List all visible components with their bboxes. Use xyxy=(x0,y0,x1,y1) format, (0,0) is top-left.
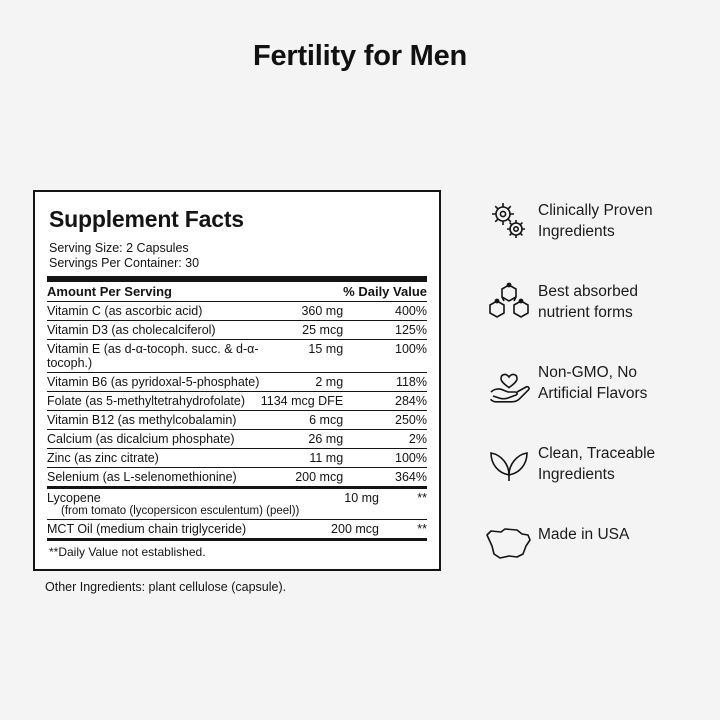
table-row xyxy=(47,340,427,373)
benefit-label xyxy=(538,520,629,545)
table-row xyxy=(47,449,427,468)
nutrient-dv: 118% xyxy=(343,373,427,392)
benefit-line-1: Clean, Traceable xyxy=(538,445,656,462)
other-ingredients: Other Ingredients: plant cellulose (capsule). xyxy=(45,580,287,594)
table-row xyxy=(47,430,427,449)
table-row xyxy=(47,373,427,392)
benefit-line-2: Artificial Flavors xyxy=(538,385,648,402)
benefit-line-1: Non-GMO, No xyxy=(538,364,638,381)
nutrient-name: Vitamin E (as d-α-tocoph. succ. & d-α-tocoph.) xyxy=(47,340,261,373)
table-row xyxy=(47,302,427,321)
nutrient-dv: 400% xyxy=(343,302,427,321)
nutrient-name: Zinc (as zinc citrate) xyxy=(47,449,261,468)
daily-value-footnote: **Daily Value not established. xyxy=(49,545,206,559)
nutrient-name: Vitamin C (as ascorbic acid) xyxy=(47,302,261,321)
nutrient-amount: 2 mg xyxy=(261,373,343,392)
serving-size: Serving Size: 2 Capsules xyxy=(49,241,189,255)
nutrient-source: (from tomato (lycopersicon esculentum) (peel)) xyxy=(61,505,300,517)
benefit-label xyxy=(538,196,653,242)
nutrient-dv: ** xyxy=(417,522,427,536)
nutrient-amount: 200 mcg xyxy=(331,522,379,536)
nutrient-dv: 364% xyxy=(395,470,427,484)
table-header-row xyxy=(47,282,427,302)
benefit-label xyxy=(538,358,647,404)
benefit-line-2: Ingredients xyxy=(538,223,615,240)
supplement-facts-panel xyxy=(33,190,441,571)
nutrient-name: MCT Oil (medium chain triglyceride) xyxy=(47,522,247,536)
benefit-line-1: Best absorbed xyxy=(538,283,638,300)
nutrient-dv: 2% xyxy=(343,430,427,449)
nutrient-name: Lycopene xyxy=(47,491,101,505)
leaf-icon xyxy=(480,439,538,485)
page-title: Fertility for Men xyxy=(252,40,468,72)
benefit-line-1: Clinically Proven xyxy=(538,202,653,219)
nutrient-amount: 10 mg xyxy=(326,489,379,520)
nutrient-amount: 360 mg xyxy=(261,302,343,321)
nutrient-amount: 6 mcg xyxy=(261,411,343,430)
nutrient-amount: 25 mcg xyxy=(261,321,343,340)
nutrient-dv: 100% xyxy=(343,340,427,373)
table-row xyxy=(47,411,427,430)
nutrient-name-block xyxy=(47,520,326,539)
benefit-label xyxy=(538,277,638,323)
molecule-icon xyxy=(480,277,538,323)
nutrient-name: Folate (as 5-methyltetrahydrofolate) xyxy=(47,392,261,411)
usa-map-icon xyxy=(480,520,538,562)
nutrient-dv: ** xyxy=(379,489,427,520)
supplement-facts-secondary-table xyxy=(47,489,427,538)
nutrient-dv: 100% xyxy=(343,449,427,468)
benefits-list xyxy=(480,196,710,601)
table-row xyxy=(47,392,427,411)
hand-heart-icon xyxy=(480,358,538,404)
nutrient-name: Vitamin D3 (as cholecalciferol) xyxy=(47,321,261,340)
benefit-label xyxy=(538,439,655,485)
benefit-item-made-in-usa xyxy=(480,520,710,572)
supplement-facts-table xyxy=(47,282,427,486)
supplement-facts-title: Supplement Facts xyxy=(49,206,244,232)
serving-info xyxy=(47,241,427,271)
nutrient-name: Vitamin B6 (as pyridoxal-5-phosphate) xyxy=(47,373,261,392)
nutrient-dv: 125% xyxy=(343,321,427,340)
nutrient-amount: 11 mg xyxy=(261,449,343,468)
nutrient-dv: 284% xyxy=(343,392,427,411)
header-daily-value: % Daily Value xyxy=(343,282,427,302)
nutrient-amount: 15 mg xyxy=(261,340,343,373)
benefit-line-1: Made in USA xyxy=(538,526,630,543)
nutrient-amount: 1134 mcg DFE xyxy=(261,392,343,411)
table-row xyxy=(47,489,427,520)
header-amount-per-serving: Amount Per Serving xyxy=(47,282,261,302)
nutrient-name: Vitamin B12 (as methylcobalamin) xyxy=(47,411,261,430)
nutrient-name: Selenium (as L-selenomethionine) xyxy=(47,470,237,484)
table-row xyxy=(47,321,427,340)
nutrient-name: Calcium (as dicalcium phosphate) xyxy=(47,430,261,449)
table-row xyxy=(47,468,427,487)
header-spacer xyxy=(261,282,343,302)
nutrient-amount: 200 mcg xyxy=(295,470,344,484)
benefit-item-best-absorbed xyxy=(480,277,710,329)
nutrient-name-block xyxy=(47,489,326,520)
benefit-item-non-gmo xyxy=(480,358,710,410)
table-row xyxy=(47,520,427,539)
nutrient-amount: 26 mg xyxy=(261,430,343,449)
servings-per-container: Servings Per Container: 30 xyxy=(49,256,200,270)
nutrient-dv: 250% xyxy=(343,411,427,430)
benefit-item-clinically-proven xyxy=(480,196,710,248)
benefit-line-2: nutrient forms xyxy=(538,304,633,321)
benefit-line-2: Ingredients xyxy=(538,466,615,483)
gears-icon xyxy=(480,196,538,244)
benefit-item-clean-traceable xyxy=(480,439,710,491)
